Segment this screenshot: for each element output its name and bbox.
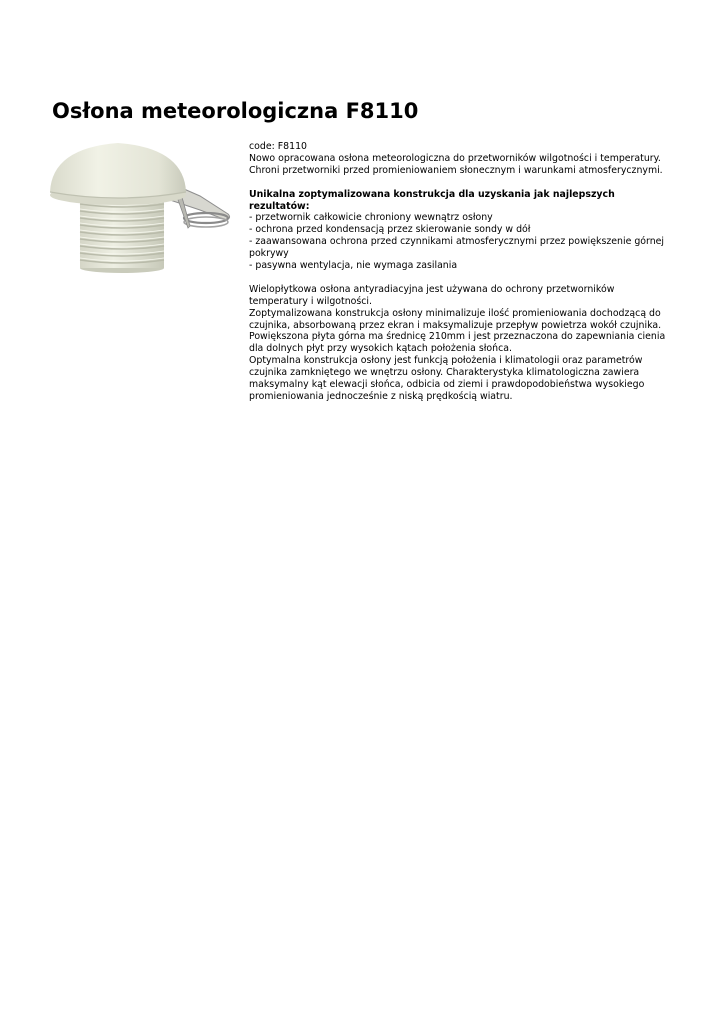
description-paragraph: Powiększona płyta górna ma średnicę 210mm i jest przeznaczona do zapewniania cienia dla dolnych płyt przy wysokich kątach położenia słońca. — [249, 331, 666, 355]
intro-line-1: Nowo opracowana osłona meteorologiczna do przetworników wilgotności i temperatury. — [249, 152, 661, 164]
radiation-shield-illustration — [50, 140, 232, 274]
feature-item: - ochrona przed kondensacją przez skierowanie sondy w dół — [249, 224, 531, 236]
feature-item: - pasywna wentylacja, nie wymaga zasilania — [249, 260, 458, 272]
feature-item: - zaawansowana ochrona przed czynnikami atmosferycznymi przez powiększenie górnej pokrywy — [249, 236, 665, 260]
product-description — [249, 141, 669, 403]
page-title: Osłona meteorologiczna F8110 — [52, 99, 419, 123]
description-paragraph: Zoptymalizowana konstrukcja osłony minimalizuje ilość promieniowania dochodzącą do czujnika, absorbowaną przez ekran i maksymalizuje przepływ powietrza wokół czujnika. — [249, 307, 662, 331]
feature-item: - przetwornik całkowicie chroniony wewnątrz osłony — [249, 212, 493, 224]
shield-plates — [80, 198, 164, 273]
shield-cap — [50, 143, 186, 205]
description-paragraph: Wielopłytkowa osłona antyradiacyjna jest używana do ochrony przetworników temperatury i wilgotności. — [249, 283, 615, 307]
product-code: code: F8110 — [249, 141, 307, 152]
spacer — [249, 272, 669, 284]
description-paragraph: Optymalna konstrukcja osłony jest funkcją położenia i klimatologii oraz parametrów czujnika zamkniętego we wnętrzu osłony. Charakterystyka klimatologiczna zawiera maksymalny kąt elewacji słońca, odbicia od ziemi i prawdopodobieństwa wysokiego promieniowania jednocześnie z niską prędkością wiatru. — [249, 355, 645, 402]
spacer — [249, 177, 669, 189]
intro-line-2: Chroni przetworniki przed promieniowaniem słonecznym i warunkami atmosferycznymi. — [249, 164, 663, 176]
product-image — [50, 140, 232, 274]
features-heading: Unikalna zoptymalizowana konstrukcja dla uzyskania jak najlepszych rezultatów: — [249, 188, 615, 212]
